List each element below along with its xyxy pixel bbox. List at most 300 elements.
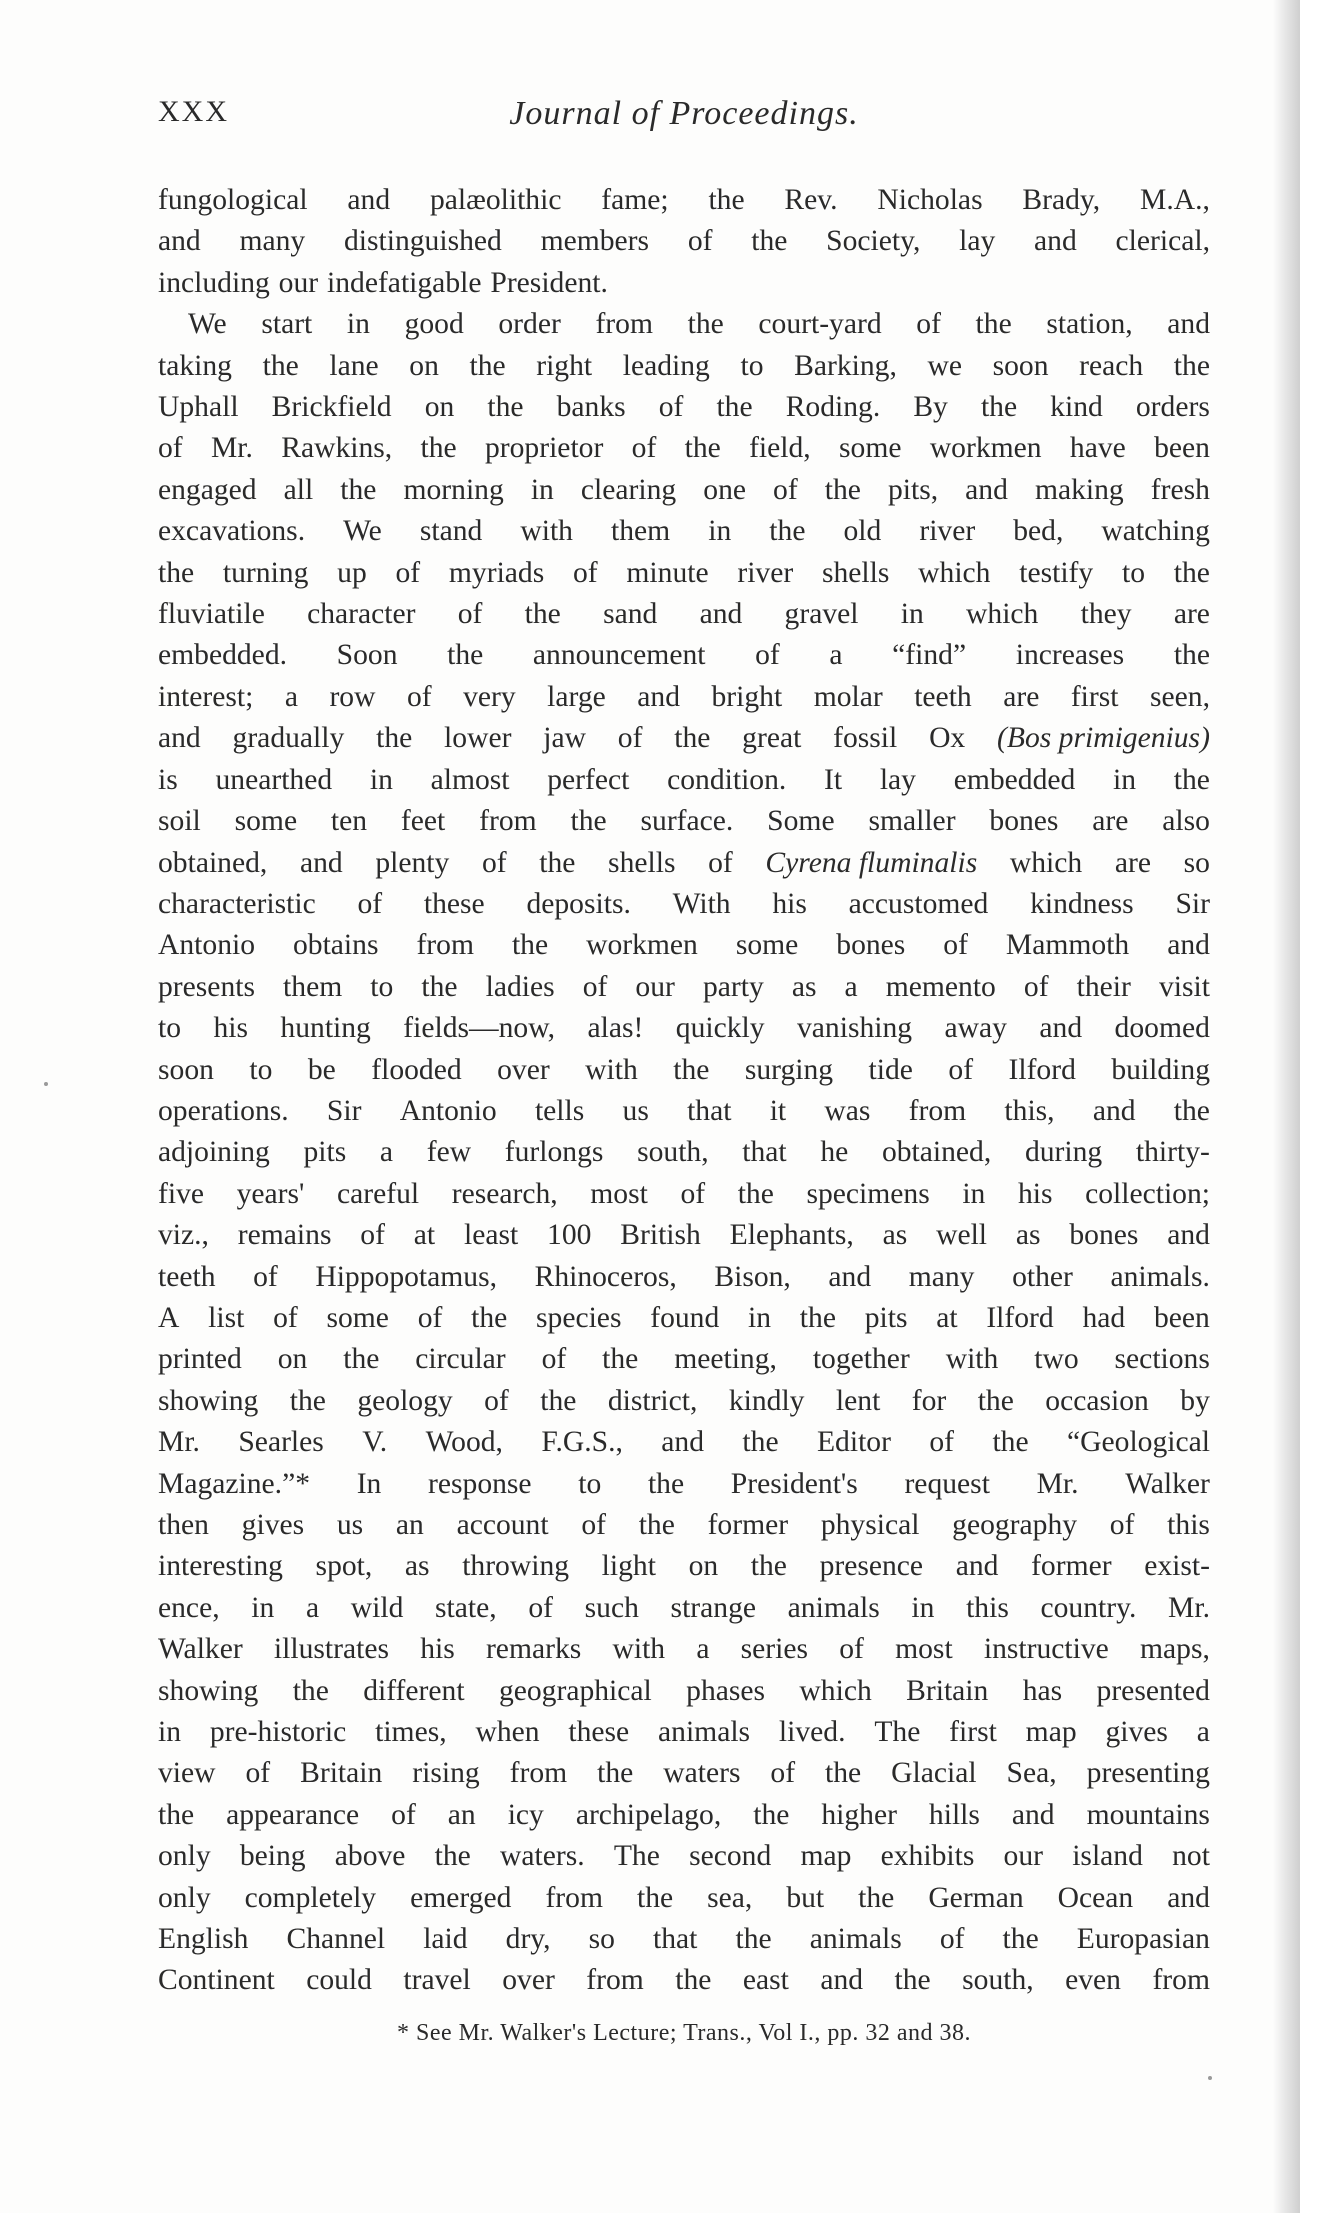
word: found	[650, 1301, 720, 1334]
word: the	[673, 1053, 710, 1086]
word: second	[689, 1840, 772, 1873]
word: fresh	[1150, 473, 1210, 506]
text-line	[158, 1795, 1210, 1836]
text-line	[158, 387, 1210, 428]
text-line	[158, 1381, 1210, 1422]
word: fossil	[833, 722, 898, 755]
word: and	[299, 846, 343, 879]
text-line	[158, 221, 1210, 262]
word: Some	[767, 805, 835, 838]
word: vanishing	[797, 1012, 913, 1045]
word: the	[769, 515, 806, 548]
word: watching	[1101, 515, 1210, 548]
word: a	[379, 1136, 394, 1169]
word: the	[716, 391, 753, 424]
word: this,	[1004, 1094, 1055, 1127]
word: are	[1173, 598, 1210, 631]
word: Magazine.”*	[158, 1467, 311, 1500]
word: the	[524, 598, 561, 631]
word: V.	[362, 1426, 388, 1459]
word: at	[413, 1219, 436, 1252]
word: lived.	[778, 1716, 846, 1749]
word: gives	[241, 1509, 305, 1541]
word: the	[1173, 639, 1210, 672]
word: Elephants,	[729, 1219, 854, 1252]
word: and	[1039, 1012, 1083, 1045]
word: operations.	[158, 1094, 289, 1127]
word: completely	[244, 1881, 377, 1914]
word: which	[799, 1674, 872, 1707]
word: district,	[607, 1384, 698, 1417]
word: remains	[237, 1219, 332, 1252]
word: President's	[730, 1467, 858, 1500]
word: careful	[336, 1177, 420, 1210]
word: the	[158, 556, 195, 589]
word: and	[1167, 1219, 1210, 1252]
word: the	[737, 1177, 774, 1210]
word: and	[637, 680, 681, 713]
word: in	[748, 1301, 772, 1334]
word: archipelago,	[575, 1798, 722, 1831]
word: south,	[637, 1136, 709, 1169]
word: on	[277, 1343, 308, 1376]
word: to	[158, 1012, 182, 1045]
word: of	[708, 846, 733, 879]
word: distinguished	[343, 225, 502, 258]
word: occasion	[1045, 1384, 1149, 1417]
word: and	[1092, 1094, 1136, 1127]
word: with	[612, 1633, 666, 1666]
word: kindness	[1030, 887, 1134, 920]
word: state,	[435, 1591, 497, 1624]
word: the	[540, 1384, 577, 1417]
word: fields—now,	[403, 1012, 556, 1045]
word: obtained,	[881, 1136, 992, 1169]
word: the	[292, 1674, 329, 1707]
word: and	[158, 225, 201, 258]
word: visit	[1158, 970, 1210, 1003]
word: Continent	[158, 1964, 275, 1997]
word: announcement	[532, 639, 706, 672]
word: “Geological	[1067, 1426, 1210, 1459]
text-line	[158, 1712, 1210, 1753]
word: of	[528, 1591, 553, 1624]
word: has	[1022, 1674, 1063, 1707]
word: two	[1034, 1343, 1079, 1376]
word: the	[824, 473, 861, 506]
word: Soon	[336, 639, 398, 672]
word: the	[343, 1343, 380, 1376]
word: teeth	[158, 1260, 216, 1293]
word: the	[751, 225, 788, 258]
word: smaller	[868, 805, 956, 838]
word: which	[918, 556, 991, 589]
word: hills	[928, 1798, 980, 1831]
word: hunting	[280, 1012, 371, 1045]
word: river	[737, 556, 794, 589]
word: turning	[222, 556, 309, 589]
word: icy	[507, 1798, 544, 1831]
word: at	[936, 1301, 958, 1334]
word: bones	[836, 929, 906, 962]
footnote: * See Mr. Walker's Lecture; Trans., Vol I., pp. 32 and 38.	[396, 2020, 971, 2046]
word: Hippopotamus,	[315, 1260, 497, 1293]
word: ladies	[485, 970, 555, 1003]
word: good	[404, 308, 464, 341]
word: orders	[1135, 391, 1210, 424]
running-title: Journal of Proceedings.	[509, 95, 859, 132]
word: on	[409, 349, 439, 382]
word: proprietor	[484, 432, 604, 465]
word: making	[1034, 473, 1124, 506]
word: the	[1002, 1923, 1039, 1956]
word: this	[1167, 1509, 1210, 1541]
word: interesting	[158, 1550, 283, 1583]
word: a	[305, 1591, 320, 1624]
word: over	[497, 1053, 550, 1086]
word: from	[1152, 1964, 1210, 1997]
word: our	[278, 266, 319, 299]
word: lane	[329, 349, 379, 382]
word: of	[658, 391, 684, 424]
word: the	[742, 1426, 779, 1459]
word: feet	[400, 805, 446, 838]
word: German	[928, 1881, 1024, 1914]
word: We	[343, 515, 382, 548]
word: Sea,	[1006, 1757, 1057, 1790]
word: ence,	[158, 1591, 220, 1624]
page-number: XXX	[158, 95, 229, 128]
word: of	[484, 1384, 509, 1417]
word: to	[740, 349, 764, 382]
word: plenty	[375, 846, 450, 879]
word: the	[975, 308, 1012, 341]
word: the	[469, 349, 506, 382]
word: from	[908, 1094, 967, 1127]
word: court-yard	[758, 308, 882, 341]
word: tide	[868, 1053, 913, 1086]
word: The	[874, 1716, 921, 1749]
word: river	[919, 515, 976, 548]
word: great	[742, 722, 802, 755]
word: our	[1003, 1840, 1043, 1873]
word: physical	[820, 1509, 920, 1541]
word: of	[687, 225, 713, 258]
word: with	[585, 1053, 638, 1086]
word: the	[289, 1384, 326, 1417]
word: adjoining	[158, 1136, 270, 1169]
word: most	[895, 1633, 953, 1666]
word: the	[753, 1798, 790, 1831]
word: of	[1109, 1509, 1135, 1541]
word: remarks	[485, 1633, 582, 1666]
word: higher	[821, 1798, 897, 1831]
word: bright	[711, 680, 783, 713]
word: of	[916, 308, 941, 341]
word: the	[977, 1384, 1014, 1417]
word: animals	[658, 1716, 751, 1749]
word: of	[755, 639, 780, 672]
text-line	[158, 1878, 1210, 1919]
word: viz.,	[158, 1219, 209, 1252]
text-line	[158, 1050, 1210, 1091]
word: mountains	[1086, 1798, 1210, 1831]
word: the	[799, 1301, 836, 1334]
word: one	[703, 473, 746, 506]
word: from	[416, 929, 474, 962]
word: engaged	[158, 473, 257, 506]
word: and	[1034, 225, 1077, 258]
word: a	[696, 1633, 710, 1666]
word: some	[839, 432, 902, 465]
word: geology	[357, 1384, 453, 1417]
word: in	[962, 1177, 986, 1210]
word: With	[672, 887, 731, 920]
word: the	[511, 929, 549, 962]
word: instructive	[983, 1633, 1109, 1666]
word: his	[420, 1633, 455, 1666]
word: the	[636, 1881, 674, 1914]
word: of	[273, 1301, 298, 1334]
text-line	[158, 511, 1210, 552]
word: pits	[864, 1301, 908, 1334]
text-line	[158, 1588, 1210, 1629]
word: the	[647, 1467, 685, 1500]
word: myriads	[448, 556, 545, 589]
word: lay	[959, 225, 996, 258]
word: Walker	[1125, 1467, 1210, 1500]
word: and	[1011, 1798, 1055, 1831]
word: ten	[330, 805, 368, 838]
word: and	[965, 473, 1008, 506]
word: the	[1173, 349, 1210, 382]
word: interest;	[158, 680, 254, 713]
text-line	[158, 470, 1210, 511]
word: of	[253, 1260, 278, 1293]
text-line	[158, 1836, 1210, 1877]
word: surging	[744, 1053, 834, 1086]
word: sand	[603, 598, 658, 631]
word: reach	[1079, 349, 1144, 382]
word: condition.	[667, 763, 787, 796]
word: morning	[403, 473, 504, 506]
word: of	[541, 1343, 567, 1376]
word: view	[158, 1757, 216, 1790]
word: members	[540, 225, 650, 258]
word: the	[471, 1301, 508, 1334]
word: be	[307, 1053, 336, 1086]
word: Antonio	[158, 929, 256, 962]
word: Mr.	[1168, 1591, 1210, 1624]
word: seen,	[1149, 680, 1210, 713]
word: the	[1173, 556, 1210, 589]
text-line	[158, 1546, 1210, 1587]
word: workmen	[929, 432, 1042, 465]
word: in	[158, 1716, 182, 1749]
word: the	[1173, 1094, 1210, 1127]
word: account	[456, 1509, 549, 1541]
text-line	[158, 594, 1210, 635]
word: former	[1031, 1550, 1112, 1583]
word: of	[948, 1053, 974, 1086]
word: obtained,	[158, 846, 268, 879]
word: to	[370, 970, 394, 1003]
word: a	[284, 680, 298, 713]
word: his	[1017, 1177, 1053, 1210]
word: building	[1111, 1053, 1210, 1086]
word: soon	[158, 1053, 214, 1086]
word: of	[406, 680, 432, 713]
word: minute	[626, 556, 709, 589]
word: that	[742, 1136, 787, 1169]
word: throwing	[462, 1550, 570, 1583]
word: and	[1167, 929, 1210, 962]
word: least	[463, 1219, 519, 1252]
word: some	[234, 805, 298, 838]
word: our	[635, 970, 675, 1003]
word: by	[1180, 1384, 1210, 1417]
word: station,	[1046, 308, 1133, 341]
word: then	[158, 1509, 209, 1541]
text-line	[158, 1753, 1210, 1794]
text-line	[158, 1215, 1210, 1256]
word: as	[882, 1219, 908, 1252]
word: and	[661, 1426, 705, 1459]
word: of	[929, 1426, 955, 1459]
word: from	[595, 308, 653, 341]
word: Europasian	[1076, 1923, 1210, 1956]
gutter-shadow	[1273, 0, 1300, 2213]
word: Uphall	[158, 391, 239, 424]
text-line	[158, 1919, 1210, 1960]
word: row	[329, 680, 376, 713]
word: tells	[534, 1094, 585, 1127]
word: animals.	[1110, 1260, 1210, 1293]
word: in	[900, 598, 924, 631]
word: and	[1167, 1881, 1210, 1914]
word: fungological	[158, 184, 308, 216]
word: is	[158, 763, 178, 796]
word: presenting	[1086, 1757, 1210, 1790]
word: the	[750, 1550, 787, 1583]
word: of	[245, 1757, 271, 1790]
word: Ilford	[986, 1301, 1054, 1334]
word: their	[1076, 970, 1131, 1003]
word: party	[702, 970, 764, 1003]
word: of	[770, 1757, 796, 1790]
word: soon	[992, 349, 1049, 382]
word: them	[283, 970, 343, 1003]
word: including	[158, 266, 270, 299]
word: phases	[686, 1674, 766, 1707]
word: the	[684, 432, 721, 465]
word: which	[966, 598, 1039, 631]
word: was	[824, 1094, 871, 1127]
word: Walker	[158, 1633, 243, 1666]
word: them	[611, 515, 671, 548]
word: Searles	[238, 1426, 324, 1459]
word: excavations.	[158, 515, 306, 548]
word: President.	[490, 266, 608, 299]
word: flooded	[371, 1053, 462, 1086]
word: former	[707, 1509, 789, 1541]
word: appearance	[226, 1798, 360, 1831]
word: Mammoth	[1005, 929, 1130, 962]
word: Cyrena fluminalis	[765, 846, 978, 879]
word: with	[520, 515, 573, 548]
word: species	[536, 1301, 622, 1334]
word: Britain	[906, 1674, 989, 1707]
word: this	[966, 1591, 1009, 1624]
word: he	[820, 1136, 849, 1169]
word: away	[944, 1012, 1007, 1045]
word: Ocean	[1057, 1881, 1134, 1914]
word: characteristic	[158, 887, 316, 920]
word: showing	[158, 1674, 259, 1707]
word: so	[588, 1923, 615, 1956]
word: the	[675, 1964, 712, 1997]
word: of	[573, 556, 598, 589]
word: sea,	[707, 1881, 753, 1914]
word: almost	[430, 763, 510, 796]
word: Rev.	[784, 184, 838, 216]
word: up	[337, 556, 367, 589]
word: five	[158, 1177, 205, 1210]
word: and	[828, 1260, 872, 1293]
word: we	[927, 349, 962, 382]
word: and	[955, 1550, 999, 1583]
word: not	[1172, 1840, 1210, 1873]
word: only	[158, 1881, 211, 1914]
word: research,	[451, 1177, 558, 1210]
word: British	[620, 1219, 701, 1252]
word: pits	[303, 1136, 347, 1169]
word: on	[688, 1550, 719, 1583]
word: been	[1153, 1301, 1210, 1334]
text-line	[158, 1339, 1210, 1380]
word: of	[680, 1177, 706, 1210]
text-line	[158, 1298, 1210, 1339]
word: many	[908, 1260, 975, 1293]
word: Sir	[326, 1094, 362, 1127]
word: embedded.	[158, 639, 288, 672]
word: testify	[1019, 556, 1094, 589]
word: molar	[813, 680, 883, 713]
word: during	[1024, 1136, 1103, 1169]
word: list	[208, 1301, 245, 1334]
word: spot,	[315, 1550, 373, 1583]
word: the	[894, 1964, 931, 1997]
word: “find”	[892, 639, 967, 672]
word: illustrates	[273, 1633, 389, 1666]
word: English	[158, 1923, 249, 1956]
word: Glacial	[891, 1757, 977, 1790]
word: map	[800, 1840, 852, 1873]
text-line	[158, 884, 1210, 925]
paper-speck	[44, 1082, 48, 1086]
word: but	[786, 1881, 825, 1914]
word: In	[356, 1467, 382, 1500]
word: Bison,	[714, 1260, 791, 1293]
word: waters	[663, 1757, 741, 1790]
word: lay	[879, 763, 916, 796]
word: have	[1069, 432, 1126, 465]
word: even	[1065, 1964, 1121, 1997]
word: are	[1003, 680, 1040, 713]
word: Rawkins,	[281, 432, 393, 465]
text-line	[158, 346, 1210, 387]
word: 100	[547, 1219, 592, 1252]
